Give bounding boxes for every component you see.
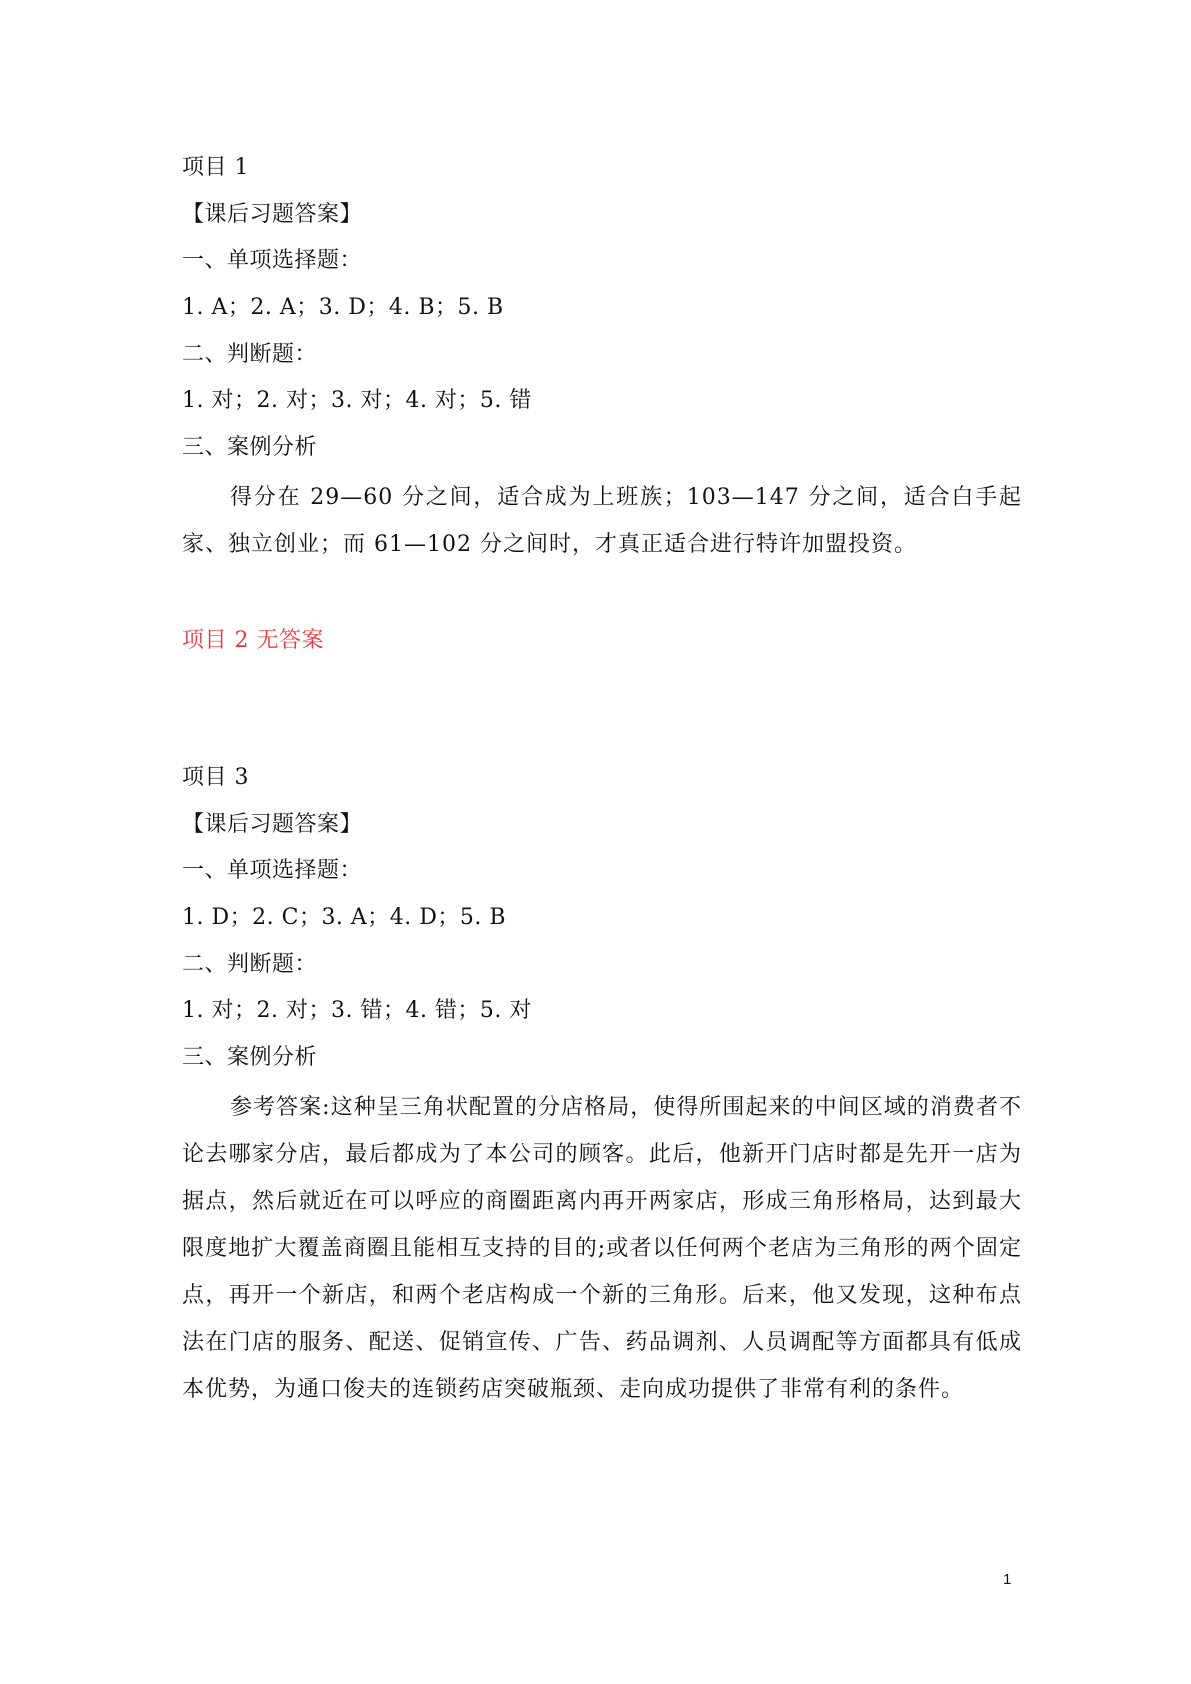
project3-section2-title: 二、判断题： [182,952,318,977]
project2-title: 项目 2 无答案 [182,628,324,653]
project3-section3-title: 三、案例分析 [182,1045,318,1070]
project1-section1-title: 一、单项选择题： [182,248,363,273]
project3-section2-answers: 1. 对；2. 对；3. 错；4. 错；5. 对 [182,998,532,1023]
project3-title: 项目 3 [182,765,249,790]
project1-section3-text: 得分在 29—60 分之间，适合成为上班族；103—147 分之间，适合白手起家、独立创业；而 61—102 分之间时，才真正适合进行特许加盟投资。 [182,485,1022,557]
project1-section2-answers: 1. 对；2. 对；3. 对；4. 对；5. 错 [182,388,532,413]
project1-section3-title: 三、案例分析 [182,435,318,460]
page-number: 1 [1003,1571,1012,1588]
project1-section1-answers: 1. A；2. A；3. D；4. B；5. B [182,295,504,320]
project3-section1-title: 一、单项选择题： [182,858,363,883]
project3-heading: 【课后习题答案】 [182,812,363,837]
project1-title: 项目 1 [182,155,249,180]
project3-section1-answers: 1. D；2. C；3. A；4. D；5. B [182,905,507,930]
project1-section2-title: 二、判断题： [182,342,318,367]
project1-heading: 【课后习题答案】 [182,202,363,227]
project3-section3-text: 参考答案:这种呈三角状配置的分店格局，使得所围起来的中间区域的消费者不论去哪家分店，最后都成为了本公司的顾客。此后，他新开门店时都是先开一店为据点，然后就近在可以呼应的商圈距离内再开两家店，形成三角形格局，达到最大限度地扩大覆盖商圈且能相互支持的目的;或者以任何两个老店为三角形的两个固定点，再开一个新店，和两个老店构成一个新的三角形。后来，他又发现，这种布点法在门店的服务、配送、促销宣传、广告、药品调剂、人员调配等方面都具有低成本优势，为通口俊夫的连锁药店突破瓶颈、走向成功提供了非常有利的条件。 [182,1095,1022,1402]
